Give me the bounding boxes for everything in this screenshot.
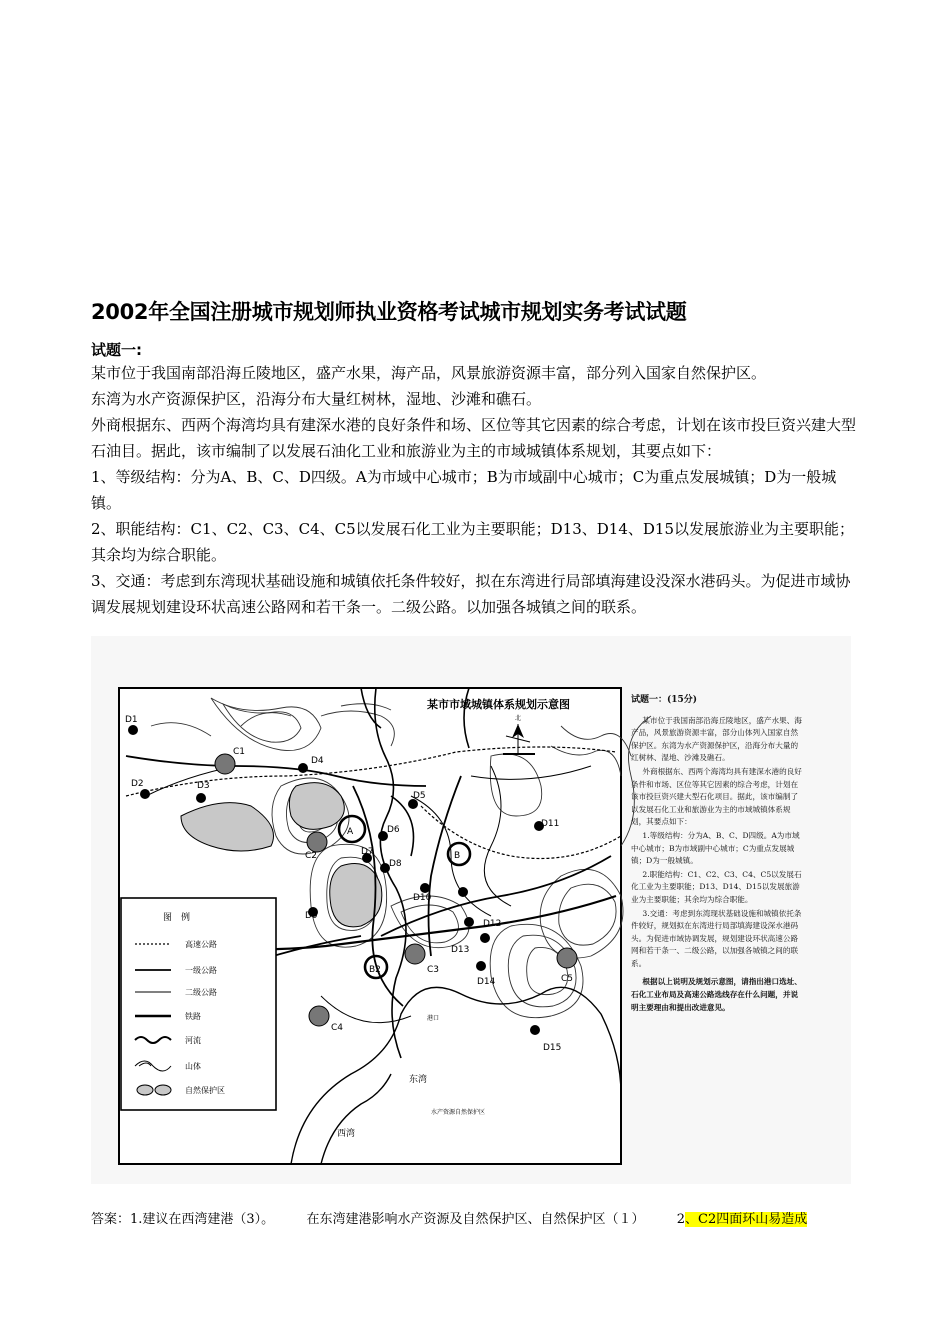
legend	[121, 898, 276, 1110]
legend-secondary-road: 二级公路	[185, 988, 217, 997]
paragraph: 东湾为水产资源保护区，沿海分布大量红树林，湿地、沙滩和礁石。	[91, 390, 542, 408]
side-paragraph: 2.职能结构：C1、C2、C3、C4、C5以发展石化工业为主要职能；D13、D14、D15以发展旅游业为主要职能；其余均为综合职能。	[631, 869, 802, 904]
town-label: D11	[541, 819, 560, 829]
town-label: A	[347, 827, 354, 837]
document-title: 2002年全国注册城市规划师执业资格考试城市规划实务考试试题	[91, 300, 687, 324]
legend-railway: 铁路	[185, 1012, 201, 1021]
town-label: D10	[413, 893, 432, 903]
legend-nature-reserve: 自然保护区	[185, 1086, 225, 1095]
west-bay-label: 西湾	[337, 1129, 356, 1139]
question-body	[91, 360, 861, 620]
town-label: C2	[305, 851, 318, 861]
town-label: D15	[543, 1043, 562, 1053]
side-paragraph: 外商根据东、西两个海湾均具有建深水港的良好条件和市场、区位等其它因素的综合考虑，计划在该市投巨资兴建大型石化项目。据此，该市编制了以发展石化工业和旅游业为主的市域城镇体系规划，其要点如下：	[631, 766, 802, 827]
town-label: D12	[483, 919, 502, 929]
legend-title: 图 例	[163, 913, 191, 923]
paragraph: 某市位于我国南部沿海丘陵地区，盛产水果，海产品，风景旅游资源丰富，部分列入国家自然保护区。	[91, 364, 767, 382]
side-paragraph: 1.等级结构：分为A、B、C、D四级。A为市域中心城市；B为市域副中心城市；C为重点发展城镇；D为一般城镇。	[631, 830, 800, 866]
paragraph: 1、等级结构：分为A、B、C、D四级。A为市域中心城市；B为市域副中心城市；C为重点发展城镇；D为一般城镇。	[91, 468, 837, 512]
paragraph: 2、职能结构：C1、C2、C3、C4、C5以发展石化工业为主要职能；D13、D14、D15以发展旅游业为主要职能；其余均为综合职能。	[91, 520, 854, 564]
side-title: 试题一：(15分)	[631, 695, 698, 705]
town-label: C1	[233, 747, 246, 757]
legend-primary-road: 一级公路	[185, 966, 217, 975]
town-label: D1	[125, 715, 138, 725]
legend-expressway: 高速公路	[185, 940, 217, 949]
answer-part-3-number: 2	[676, 1212, 686, 1227]
town-label: D9	[305, 911, 318, 921]
map-title: 某市市域城镇体系规划示意图	[427, 698, 570, 711]
answer-part-2: 在东湾建港影响水产资源及自然保护区、自然保护区（１）	[306, 1212, 645, 1227]
question-label: 试题一:	[91, 341, 142, 359]
answer-line	[91, 1210, 871, 1230]
legend-mountain: 山体	[185, 1062, 201, 1071]
town-label: D14	[477, 977, 496, 987]
town-label: D3	[197, 781, 210, 791]
town-label: D6	[387, 825, 400, 835]
legend-river: 河流	[185, 1036, 201, 1045]
town-label: D7	[361, 847, 374, 857]
east-bay-label: 东湾	[409, 1075, 428, 1085]
port-label: 港口	[427, 1015, 440, 1022]
town-label: D8	[389, 859, 402, 869]
town-label: C3	[427, 965, 440, 975]
town-label: B	[454, 851, 461, 861]
side-paragraph: 某市位于我国南部沿海丘陵地区，盛产水果、海产品，风景旅游资源丰富，部分山体列入国家自然保护区。东湾为水产资源保护区，沿海分布大量的红树林、湿地、沙滩及礁石。	[631, 715, 802, 763]
town-label: D2	[131, 779, 144, 789]
answer-highlight: 、C2四面环山易造成	[685, 1212, 808, 1227]
scanned-figure	[91, 636, 851, 1184]
figure-side-text	[631, 694, 803, 1015]
town-label: C4	[331, 1023, 344, 1033]
paragraph: 外商根据东、西两个海湾均具有建深水港的良好条件和场、区位等其它因素的综合考虑，计划在该市投巨资兴建大型石油目。据此，该市编制了以发展石油化工业和旅游业为主的市域城镇体系规划，其要点如下：	[91, 416, 857, 460]
town-label: D13	[451, 945, 470, 955]
protection-zone-label: 水产资源自然保护区	[431, 1109, 486, 1116]
svg-text:北: 北	[515, 715, 522, 722]
town-label: D5	[413, 791, 426, 801]
town-label: C5	[561, 974, 574, 984]
town-label: D4	[311, 756, 324, 766]
side-paragraph: 3.交通：考虑到东湾现状基础设施和城镇依托条件较好，规划拟在东湾进行局部填海建设深水港码头。为促进市域协调发展，规划建设环状高速公路网和若干条一、二级公路，以加强各城镇之间的联系。	[631, 908, 802, 968]
town-label: B2	[369, 965, 381, 975]
answer-part-1: 答案：1.建议在西湾建港（3）。	[91, 1212, 275, 1227]
paragraph: 3、交通：考虑到东湾现状基础设施和城镇依托条件较好，拟在东湾进行局部填海建设没深水港码头。为促进市域协调发展规划建设环状高速公路网和若干条一。二级公路。以加强各城镇之间的联系。	[91, 572, 851, 616]
side-closing: 根据以上说明及规划示意图，请指出港口选址、石化工业布局及高速公路选线存在什么问题，并说明主要理由和提出改进意见。	[631, 977, 802, 1012]
